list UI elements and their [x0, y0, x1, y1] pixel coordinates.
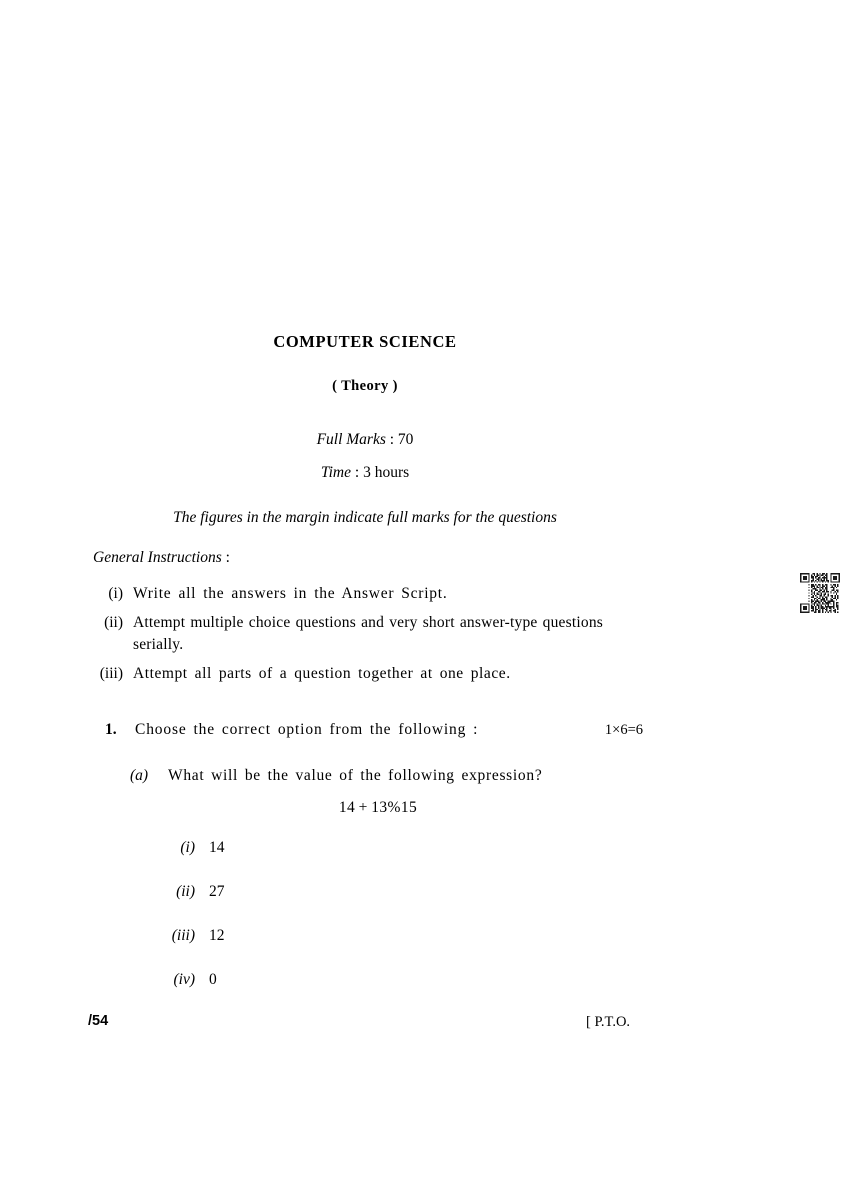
option-number: (i) [180, 839, 195, 856]
option-number: (ii) [176, 883, 195, 900]
question-marks: 1×6=6 [604, 722, 643, 738]
time-value: : 3 hours [351, 464, 410, 481]
question-stem-text: Choose the correct option from the following : [135, 721, 479, 738]
question-part-a [93, 767, 643, 785]
instruction-number: (ii) [104, 614, 123, 632]
instruction-text: Attempt multiple choice questions and very short answer-type questions serially. [133, 614, 603, 653]
instruction-text: Attempt all parts of a question together at one place. [133, 665, 511, 683]
option-number: (iv) [173, 971, 195, 988]
part-text: What will be the value of the following expression? [168, 767, 543, 784]
qr-code-icon [800, 573, 840, 613]
question-stem [135, 721, 643, 739]
full-marks-line [0, 431, 730, 449]
footer-turn-over: [ P.T.O. [586, 1014, 631, 1030]
option-item[interactable] [161, 883, 643, 901]
general-instructions-list [93, 583, 603, 693]
option-value: 14 [209, 839, 225, 856]
option-item[interactable] [161, 839, 643, 857]
list-item [93, 612, 603, 655]
instruction-number: (i) [108, 585, 123, 602]
option-value: 27 [209, 883, 225, 900]
part-label: (a) [130, 767, 149, 784]
page-title: COMPUTER SCIENCE [273, 332, 457, 351]
full-marks-label: Full Marks [316, 431, 386, 448]
figures-margin-note: The figures in the margin indicate full marks for the questions [173, 509, 557, 526]
list-item [93, 583, 603, 604]
question-stem-row [93, 721, 643, 739]
instruction-text: Write all the answers in the Answer Script. [133, 585, 448, 602]
expression: 14 + 13%15 [338, 799, 418, 816]
footer-page-code: /54 [88, 1013, 109, 1029]
question-number: 1. [105, 721, 117, 738]
time-label: Time [320, 464, 352, 481]
question-1-block [93, 721, 643, 1015]
general-instructions-label: General Instructions [93, 549, 222, 566]
option-value: 12 [209, 927, 225, 944]
option-item[interactable] [161, 971, 643, 989]
list-item [93, 663, 603, 684]
general-instructions-heading [93, 549, 230, 567]
general-instructions-colon: : [221, 549, 230, 566]
time-line [0, 464, 730, 482]
options-list [161, 839, 643, 989]
option-number: (iii) [171, 927, 195, 944]
option-item[interactable] [161, 927, 643, 945]
full-marks-value: : 70 [385, 431, 414, 448]
paper-subtitle: ( Theory ) [332, 378, 398, 394]
instruction-number: (iii) [99, 665, 123, 683]
option-value: 0 [209, 971, 217, 988]
